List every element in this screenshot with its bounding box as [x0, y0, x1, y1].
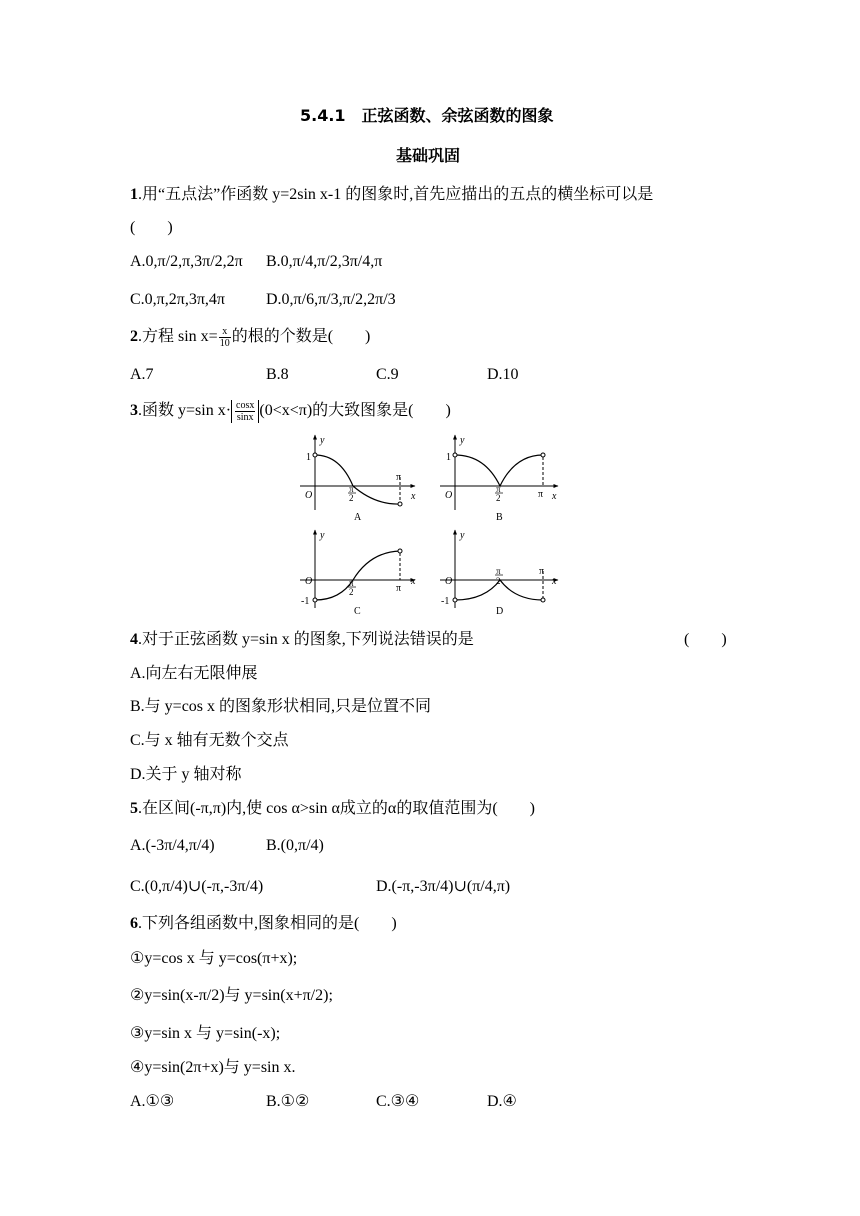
question-6-stem — [130, 914, 397, 934]
svg-text:2: 2 — [349, 587, 354, 597]
svg-text:D: D — [496, 606, 504, 616]
q4-option-b: B.与 y=cos x 的图象形状相同,只是位置不同 — [130, 698, 432, 715]
svg-text:O: O — [445, 576, 453, 587]
svg-text:1: 1 — [446, 452, 451, 463]
q3-graphs — [290, 430, 580, 616]
question-5-stem — [130, 799, 535, 819]
svg-text:B: B — [496, 512, 503, 523]
question-number: 3 — [130, 402, 138, 420]
svg-text:O: O — [445, 490, 453, 501]
question-number: 4 — [130, 631, 138, 648]
question-text: .用“五点法”作函数 y=2sin x-1 的图象时,首先应描出的五点的横坐标可以是 — [138, 186, 654, 203]
q2-option-d: D.10 — [487, 366, 519, 383]
graph-d — [440, 530, 558, 616]
question-text: 的根的个数是( ) — [231, 328, 371, 346]
svg-text:π: π — [396, 583, 402, 594]
svg-text:y: y — [320, 530, 325, 541]
question-number: 1 — [130, 186, 138, 203]
svg-text:-1: -1 — [441, 596, 450, 607]
svg-text:-1: -1 — [301, 596, 310, 607]
q1-option-d: D.0,π/6,π/3,π/2,2π/3 — [266, 291, 396, 308]
section-subtitle: 基础巩固 — [396, 146, 461, 165]
question-4-stem — [130, 630, 474, 650]
svg-text:1: 1 — [306, 452, 311, 463]
question-text: (0<x<π)的大致图象是( ) — [259, 402, 451, 420]
q1-option-a: A.0,π/2,π,3π/2,2π — [130, 253, 243, 270]
graph-c — [300, 530, 416, 616]
q6-item-4: ④y=sin(2π+x)与 y=sin x. — [130, 1059, 296, 1076]
q1-option-b: B.0,π/4,π/2,3π/4,π — [266, 253, 383, 270]
q5-option-d: D.(-π,-3π/4)∪(π/4,π) — [376, 878, 511, 895]
graph-a — [300, 435, 416, 523]
svg-text:y: y — [460, 530, 465, 541]
question-text: .下列各组函数中,图象相同的是( ) — [138, 915, 397, 932]
abs-bars: $\frac{\cos x}{\sin x}$ — [231, 400, 259, 423]
question-1-stem — [130, 185, 653, 205]
svg-text:π: π — [349, 578, 354, 588]
question-text: .在区间(-π,π)内,使 cos α>sin α成立的α的取值范围为( ) — [138, 800, 535, 817]
question-number: 2 — [130, 328, 138, 346]
svg-text:y: y — [320, 435, 325, 446]
q5-option-b: B.(0,π/4) — [266, 837, 324, 854]
svg-text:y: y — [460, 435, 465, 446]
svg-text:C: C — [354, 606, 361, 616]
svg-text:π: π — [539, 566, 545, 577]
svg-text:π: π — [396, 472, 402, 483]
question-2-stem — [130, 326, 370, 349]
question-3-stem — [130, 400, 451, 423]
svg-text:π: π — [538, 489, 544, 500]
page-title: 5.4.1 正弦函数、余弦函数的图象 — [300, 106, 554, 125]
q2-option-c: C.9 — [376, 366, 399, 383]
q4-option-a: A.向左右无限伸展 — [130, 665, 258, 682]
q4-option-d: D.关于 y 轴对称 — [130, 766, 242, 783]
svg-text:A: A — [354, 512, 362, 523]
question-number: 6 — [130, 915, 138, 932]
question-text: .方程 sin x= — [138, 328, 218, 346]
svg-text:O: O — [305, 490, 313, 501]
svg-text:x: x — [411, 491, 416, 502]
q6-item-2: ②y=sin(x-π/2)与 y=sin(x+π/2); — [130, 987, 333, 1004]
q4-option-c: C.与 x 轴有无数个交点 — [130, 732, 289, 749]
fraction: $\frac{x}{10}$ — [219, 326, 230, 349]
question-text: .对于正弦函数 y=sin x 的图象,下列说法错误的是 — [138, 631, 474, 648]
q2-option-a: A.7 — [130, 366, 154, 383]
q5-option-c: C.(0,π/4)∪(-π,-3π/4) — [130, 878, 264, 895]
svg-text:2: 2 — [496, 576, 501, 586]
q6-option-c: C.③④ — [376, 1093, 420, 1110]
q6-option-d: D.④ — [487, 1093, 517, 1110]
svg-text:x: x — [552, 576, 557, 587]
q6-item-1: ①y=cos x 与 y=cos(π+x); — [130, 950, 298, 967]
svg-text:2: 2 — [349, 493, 354, 503]
svg-text:O: O — [305, 576, 313, 587]
question-number: 5 — [130, 800, 138, 817]
graph-b — [440, 435, 558, 523]
q6-option-b: B.①② — [266, 1093, 310, 1110]
svg-text:2: 2 — [496, 493, 501, 503]
answer-paren: ( ) — [130, 219, 173, 236]
svg-text:π: π — [349, 484, 354, 494]
svg-text:π: π — [496, 484, 501, 494]
q5-option-a: A.(-3π/4,π/4) — [130, 837, 215, 854]
q1-option-c: C.0,π,2π,3π,4π — [130, 291, 225, 308]
svg-text:x: x — [411, 576, 416, 587]
q6-item-3: ③y=sin x 与 y=sin(-x); — [130, 1025, 281, 1042]
answer-paren: ( ) — [684, 631, 727, 648]
question-text: .函数 y=sin x· — [138, 402, 232, 420]
svg-text:π: π — [496, 566, 501, 576]
q6-option-a: A.①③ — [130, 1093, 175, 1110]
svg-text:x: x — [552, 491, 557, 502]
q2-option-b: B.8 — [266, 366, 289, 383]
